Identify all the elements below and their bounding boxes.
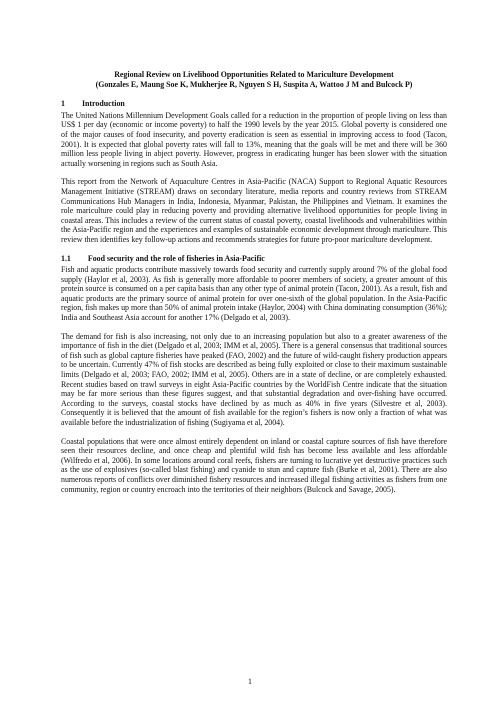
- paragraph: This report from the Network of Aquaculture Centres in Asia-Pacific (NACA) Support to Regional Aquatic Resources Management Initiative (STREAM) draws on secondary literature, media reports and country reviews from STREAM Communications Hub Managers in India, Indonesia, Myanmar, Pakistan, the Philippines and Vietnam. It examines the role mariculture could play in reducing poverty and providing alternative livelihood opportunities for people living in coastal areas. This includes a review of the current status of coastal poverty, coastal livelihoods and vulnerabilities within the Asia-Pacific region and the experiences and examples of sustainable economic development through mariculture. This review then identifies key follow-up actions and recommends strategies for future pro-poor mariculture development.: [61, 177, 447, 244]
- page-content: [61, 70, 447, 503]
- paragraph: The United Nations Millennium Development Goals called for a reduction in the proportion of people living on less than US$ 1 per day (economic or income poverty) to half the 1990 levels by the year 2015. Global poverty is considered one of the major causes of food insecurity, and poverty eradication is seen as essential in improving access to food (Tacon, 2001). It is expected that global poverty rates will fall to 13%, meaning that the goals will be met and there will be 360 million less people living in abject poverty. However, progress in eradicating hunger has been slower with the situation actually worsening in regions such as South Asia.: [61, 110, 447, 168]
- title-line: Regional Review on Livelihood Opportunities Related to Mariculture Development: [114, 70, 394, 79]
- section-heading-food-security: [61, 254, 447, 264]
- section-number: 1: [61, 99, 65, 109]
- author-line: (Gonzales E, Maung Soe K, Mukherjee R, Nguyen S H, Suspita A, Wattoo J M and Bulcock P): [95, 79, 413, 89]
- page-number: 1: [248, 677, 252, 686]
- section-title: Introduction: [81, 99, 125, 109]
- section-number: 1.1: [61, 253, 71, 263]
- paragraph: The demand for fish is also increasing, not only due to an increasing population but also to a greater awareness of the importance of fish in the diet (Delgado et al, 2003; IMM et al, 2005). There is a general consensus that traditional sources of fish such as global capture fisheries have peaked (FAO, 2002) and the future of wild-caught fishery production appears to be uncertain. Currently 47% of fish stocks are described as being fully exploited or close to their maximum sustainable limits (Delgado et al, 2003; FAO, 2002; IMM et al, 2005). Others are in a state of decline, or are completely exhausted. Recent studies based on trawl surveys in eight Asia-Pacific countries by the WorldFish Centre indicate that the situation may be far more serious than these figures suggest, and that substantial degradation and over-fishing have occurred. According to the surveys, coastal stocks have declined by as much as 40% in five years (Silvestre et al, 2003). Consequently it is believed that the amount of fish available for the region’s fishers is now only a fraction of what was available before the industrialization of fishing (Sugiyama et al, 2004).: [61, 331, 447, 427]
- paragraph: Coastal populations that were once almost entirely dependent on inland or coastal capture sources of fish have therefore seen their resources decline, and once cheap and plentiful wild fish has become less available and less affordable (Wilfredo et al, 2006). In some locations around coral reefs, fishers are turning to lucrative yet destructive practices such as the use of explosives (so-called blast fishing) and cyanide to stun and capture fish (Burke et al, 2001). There are also numerous reports of conflicts over diminished fishery resources and increased illegal fishing activities as fishers from one community, region or country encroach into the territories of their neighbors (Bulcock and Savage, 2005).: [61, 436, 447, 494]
- section-heading-introduction: [61, 99, 447, 109]
- paragraph: Fish and aquatic products contribute massively towards food security and currently supply around 7% of the global food supply (Haylor et al, 2003). As fish is generally more affordable to poorer members of society, a greater amount of this protein source is consumed on a per capita basis than any other type of animal protein (Tacon, 2001). As a result, fish and aquatic products are the primary source of animal protein for over one-sixth of the global population. In the Asia-Pacific region, fish makes up more than 50% of animal protein intake (Haylor, 2004) with China dominating consumption (36%); India and Southeast Asia account for another 17% (Delgado et al, 2003).: [61, 265, 447, 323]
- report-title: [61, 70, 447, 89]
- section-title: Food security and the role of fisheries in Asia-Pacific: [87, 253, 265, 263]
